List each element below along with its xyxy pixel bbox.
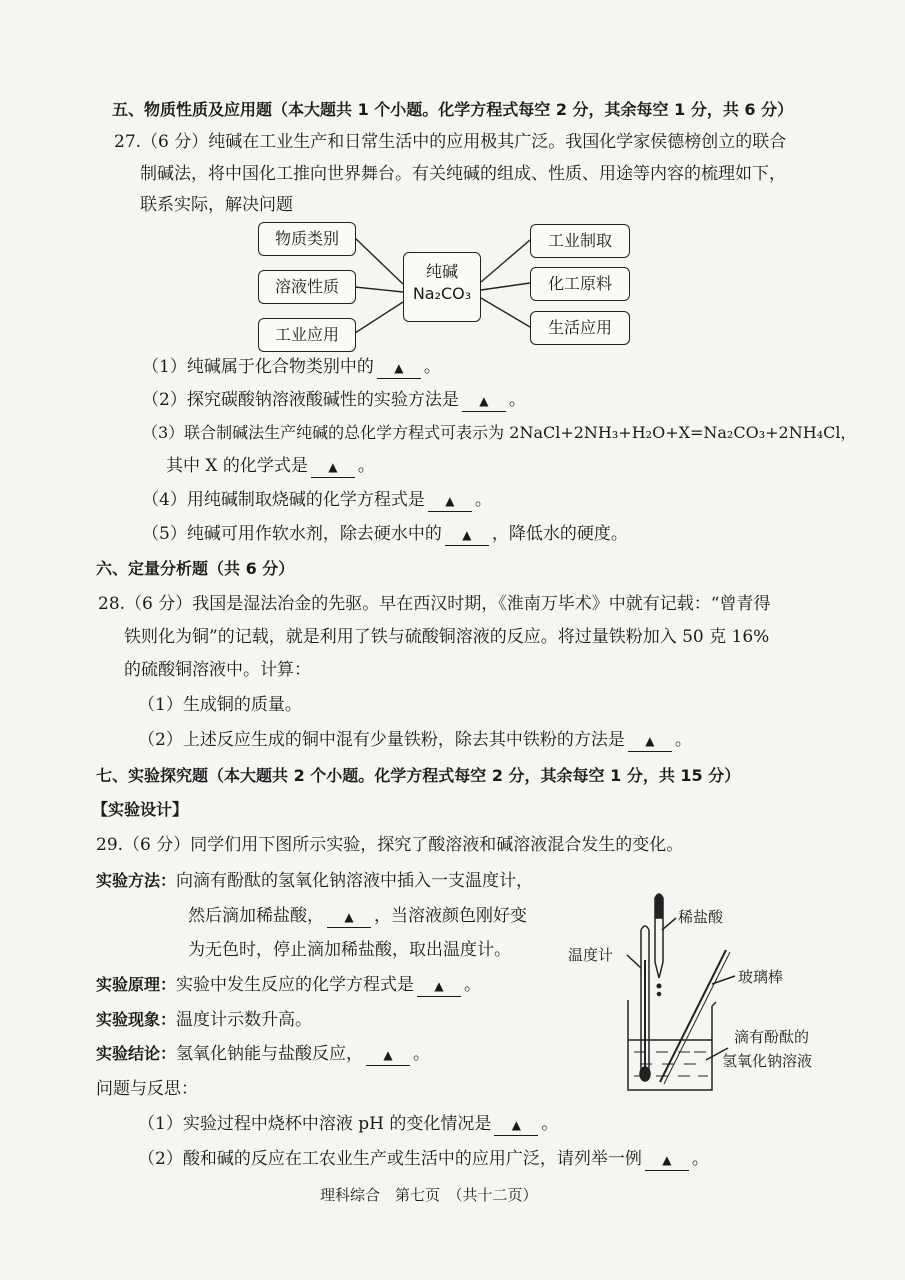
answer-blank[interactable]: ▲ <box>311 456 355 478</box>
box-daily-use: 生活应用 <box>530 311 630 345</box>
conclusion-line: 实验结论：氢氧化钠能与盐酸反应， ▲ 。 <box>96 1044 431 1064</box>
dropper-icon <box>655 894 663 918</box>
reflection-title: 问题与反思： <box>96 1079 198 1099</box>
answer-blank[interactable]: ▲ <box>494 1114 538 1136</box>
box-industrial-use: 工业应用 <box>258 318 356 352</box>
answer-blank[interactable]: ▲ <box>327 906 371 928</box>
box-industrial-production: 工业制取 <box>530 224 630 258</box>
box-solution-property: 溶液性质 <box>258 270 356 304</box>
q27-sub-4: （4）用纯碱制取烧碱的化学方程式是 ▲ 。 <box>142 490 492 510</box>
q27-sub-2: （2）探究碳酸钠溶液酸碱性的实验方法是 ▲ 。 <box>142 390 526 410</box>
method-line-3: 为无色时，停止滴加稀盐酸，取出温度计。 <box>188 940 511 960</box>
method-line-2: 然后滴加稀盐酸， ▲ ，当溶液颜色刚好变 <box>188 906 527 926</box>
q27-sub-5: （5）纯碱可用作软水剂，除去硬水中的 ▲ ，降低水的硬度。 <box>142 524 628 544</box>
q29-line: 29.（6 分）同学们用下图所示实验，探究了酸溶液和碱溶液混合发生的变化。 <box>96 835 684 855</box>
reflection-2: （2）酸和碱的反应在工农业生产或生活中的应用广泛，请列举一例 ▲ 。 <box>138 1149 709 1169</box>
principle-line: 实验原理：实验中发生反应的化学方程式是 ▲ 。 <box>96 975 482 995</box>
glass-rod-icon <box>660 950 726 1082</box>
answer-blank[interactable]: ▲ <box>462 390 506 412</box>
answer-blank[interactable]: ▲ <box>428 490 472 512</box>
label-solution-2: 氢氧化钠溶液 <box>722 1052 813 1070</box>
box-chemical-material: 化工原料 <box>530 267 630 301</box>
soda-ash-name: 纯碱 <box>425 262 458 281</box>
q28-line-3: 的硫酸铜溶液中。计算： <box>124 660 311 680</box>
q27-line-1: 27.（6 分）纯碱在工业生产和日常生活中的应用极其广泛。我国化学家侯德榜创立的联合 <box>114 132 787 152</box>
q27-line-3: 联系实际，解决问题 <box>140 195 293 215</box>
q28-sub-1: （1）生成铜的质量。 <box>138 695 302 715</box>
q27-sub-3: （3）联合制碱法生产纯碱的总化学方程式可表示为 2NaCl+2NH₃+H₂O+X=Na₂CO₃+2NH₄Cl， <box>142 423 857 442</box>
q27-line-2: 制碱法，将中国化工推向世界舞台。有关纯碱的组成、性质、用途等内容的梳理如下， <box>140 164 786 184</box>
answer-blank[interactable]: ▲ <box>417 975 461 997</box>
experiment-design-title: 【实验设计】 <box>92 800 189 819</box>
q28-line-2: 铁则化为铜”的记载，就是利用了铁与硫酸铜溶液的反应。将过量铁粉加入 50 克 16% <box>124 627 770 647</box>
section-7-header: 七、实验探究题（本大题共 2 个小题。化学方程式每空 2 分，其余每空 1 分，共 15 分） <box>96 766 741 785</box>
answer-blank[interactable]: ▲ <box>377 357 421 379</box>
box-substance-category: 物质类别 <box>258 222 356 256</box>
q28-line-1: 28.（6 分）我国是湿法冶金的先驱。早在西汉时期，《淮南万毕术》中就有记载：“曾青得 <box>98 594 771 614</box>
label-solution-1: 滴有酚酞的 <box>734 1028 810 1046</box>
answer-blank[interactable]: ▲ <box>445 524 489 546</box>
answer-blank[interactable]: ▲ <box>366 1044 410 1066</box>
section-6-header: 六、定量分析题（共 6 分） <box>96 559 295 578</box>
q28-sub-2: （2）上述反应生成的铜中混有少量铁粉，除去其中铁粉的方法是 ▲ 。 <box>138 730 692 750</box>
q27-sub-1: （1）纯碱属于化合物类别中的 ▲ 。 <box>142 357 441 377</box>
answer-blank[interactable]: ▲ <box>645 1149 689 1171</box>
phenomenon-line: 实验现象：温度计示数升高。 <box>96 1010 313 1030</box>
reflection-1: （1）实验过程中烧杯中溶液 pH 的变化情况是 ▲ 。 <box>138 1114 559 1134</box>
page-footer: 理科综合 第七页 （共十二页） <box>320 1186 538 1204</box>
method-line-1: 实验方法：向滴有酚酞的氢氧化钠溶液中插入一支温度计， <box>96 871 534 891</box>
label-glass-rod: 玻璃棒 <box>738 968 784 986</box>
label-thermometer: 温度计 <box>568 946 614 964</box>
answer-blank[interactable]: ▲ <box>628 730 672 752</box>
q27-sub-3b: 其中 X 的化学式是 ▲ 。 <box>166 456 375 476</box>
soda-ash-formula: Na₂CO₃ <box>412 284 472 303</box>
label-dilute-hcl: 稀盐酸 <box>678 908 724 926</box>
section-5-header: 五、物质性质及应用题（本大题共 1 个小题。化学方程式每空 2 分，其余每空 1 分，共 6 分） <box>112 100 794 119</box>
